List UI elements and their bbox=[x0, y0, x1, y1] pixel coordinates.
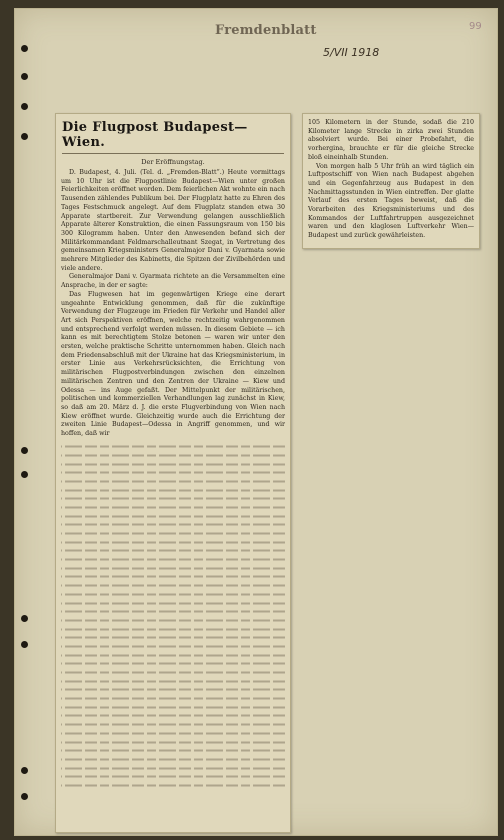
punch-hole bbox=[21, 73, 28, 80]
masthead-stamp: Fremdenblatt bbox=[215, 23, 317, 38]
article-paragraph: Generalmajor Dani v. Gyarmata richtete an die Versammelten eine Ansprache, in der er sagte: bbox=[61, 273, 285, 290]
article-body bbox=[61, 169, 285, 439]
article-clipping bbox=[55, 113, 291, 833]
article-paragraph: Das Flugwesen hat im gegenwärtigen Kriege eine derart ungeahnte Entwicklung genommen, daß für die zukünftige Verwendung der Flugzeuge im Frieden für Verkehr und Handel aller Art sich Perspektiven eröffnen, welche rechtzeitig wahrgenommen und entsprechend verfolgt werden müssen. In diesem Gebiete — ich kann es mit berechtigtem Stolze betonen — waren wir unter den ersten, welche praktische Schritte unternommen haben. Gleich nach dem Friedensabschluß mit der Ukraine hat das Kriegsministerium, in erster Linie aus Verkehrsrücksichten, die Errichtung von militärischen Flugpostverbindungen zwischen den einzelnen militärischen Zentren und den Zentren der Ukraine — Kiew und Odessa — ins Auge gefaßt. Der Mittelpunkt der militärischen, politischen und kommerziellen Verhandlungen lag zunächst in Kiew, so daß am 20. März d. J. die erste Flugverbindung von Wien nach Kiew eröffnet wurde. Gleichzeitig wurde auch die Errichtung der zweiten Linie Budapest—Odessa in Angriff genommen, und wir hoffen, daß wir bbox=[61, 290, 285, 438]
page-number: 99 bbox=[469, 21, 482, 32]
punch-hole bbox=[21, 793, 28, 800]
article-subhead: Der Eröffnungstag. bbox=[141, 158, 205, 166]
punch-hole bbox=[21, 447, 28, 454]
article-headline: Die Flugpost Budapest—Wien. bbox=[62, 120, 284, 154]
handwritten-date: 5/VII 1918 bbox=[323, 46, 380, 59]
punch-hole bbox=[21, 45, 28, 52]
continuation-body bbox=[308, 119, 474, 241]
continuation-paragraph: Von morgen halb 5 Uhr früh an wird täglich ein Luftpostschiff von Wien nach Budapest abgehen und ein Gegenfahrzeug aus Budapest in den Nachmittagsstunden in Wien eintreffen. Der glatte Verlauf des ersten Tages beweist, daß die Vorarbeiten des Kriegsministeriums und des Kommandos der Luftfahrtruppen ausgezeichnet waren und den klaglosen Luftverkehr Wien—Budapest und zurück gewährleisten. bbox=[308, 162, 474, 240]
punch-hole bbox=[21, 641, 28, 648]
punch-hole bbox=[21, 767, 28, 774]
upside-down-reverse-text bbox=[56, 443, 290, 791]
punch-hole bbox=[21, 615, 28, 622]
punch-hole bbox=[21, 133, 28, 140]
archive-sheet bbox=[14, 8, 498, 836]
punch-hole bbox=[21, 103, 28, 110]
article-paragraph: D. Budapest, 4. Juli. (Tel. d. „Fremden-Blatt“.) Heute vormittags um 10 Uhr ist die Flugpostlinie Budapest—Wien unter großen Feierlichkeiten eröffnet worden. Dem feierlichen Akt wohnte ein nach Tausenden zählendes Publikum bei. Der Flugplatz hatte zu Ehren des Tages Festschmuck angelegt. Auf dem Flugplatz standen etwa 30 Apparate startbereit. Zur Verwendung gelangen ausschließlich Apparate älterer Konstruktion, die einen Fassungsraum von 150 bis 300 Kilogramm haben. Unter den Anwesenden befand sich der Militärkommandant Feldmarschalleutnant Szegat, in Vertretung des gemeinsamen Kriegsministers Generalmajor Dani v. Gyarmata sowie mehrere Mitglieder des Kabinetts, die Spitzen der Zivilbehörden und viele andere. bbox=[61, 169, 285, 272]
continuation-clipping bbox=[302, 113, 480, 249]
punch-hole bbox=[21, 471, 28, 478]
continuation-text: 105 Kilometern in der Stunde, sodaß die 210 Kilometer lange Strecke in zirka zwei Stunden absolviert wurde. Bei einer Probefahrt, die vorhergina, brauchte er für die gleiche Strecke bloß eineinhalb Stunden. bbox=[308, 119, 474, 161]
